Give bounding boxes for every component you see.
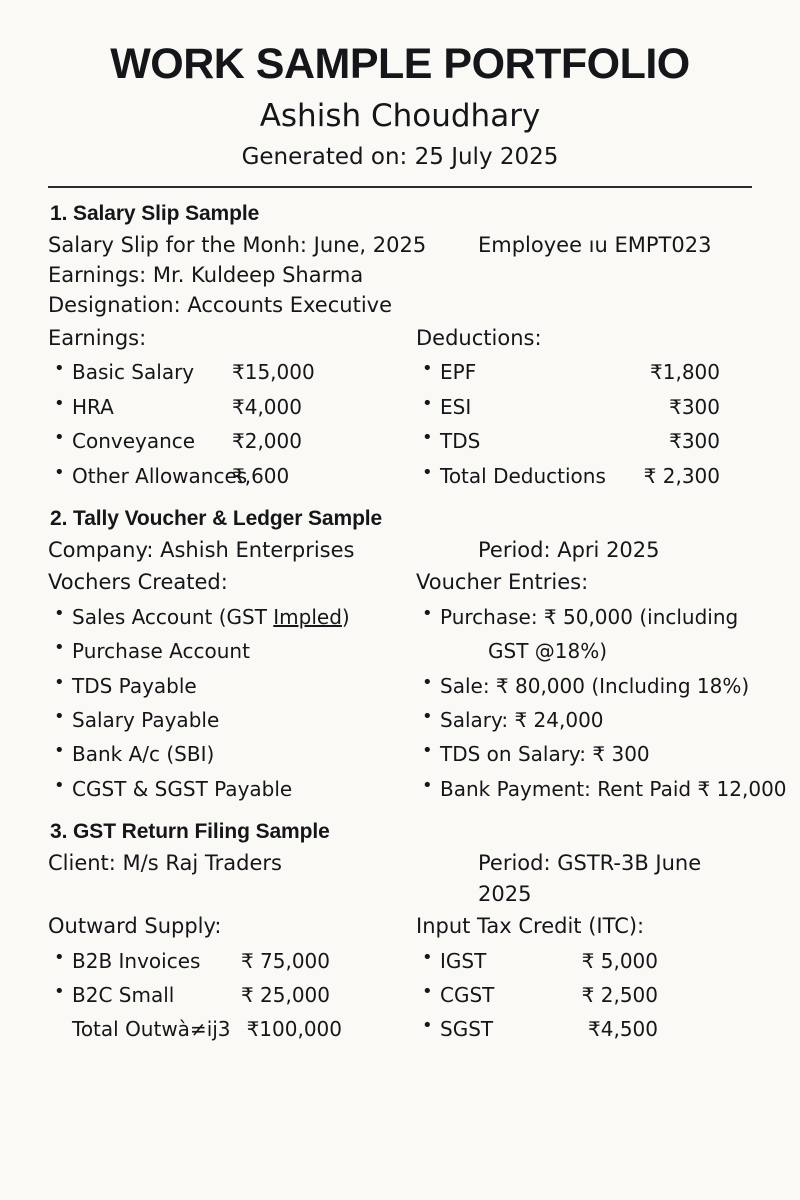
employee-id: Employee ıu EMPT023 bbox=[478, 232, 712, 257]
list-item: • Sales Account (GST Impled) bbox=[48, 600, 400, 634]
author-name: Ashish Choudhary bbox=[259, 98, 541, 135]
vouchers-column bbox=[44, 567, 400, 806]
list-item: • Basic Salary ₹15,000 bbox=[48, 355, 400, 389]
section-salary-slip bbox=[44, 202, 756, 493]
tally-meta bbox=[48, 535, 756, 565]
employee-designation: Designation: Accounts Executive bbox=[48, 293, 392, 318]
list-item: • Purchase: ₹ 50,000 (including GST @18%) bbox=[416, 600, 787, 669]
outward-supply-column bbox=[44, 911, 400, 1047]
vouchers-list bbox=[48, 600, 400, 806]
section-1-title: 1. Salary Slip Sample bbox=[50, 201, 260, 225]
section-tally-voucher bbox=[44, 506, 787, 806]
gst-meta bbox=[48, 848, 756, 909]
itc-column bbox=[400, 911, 756, 1047]
section-3-title: 3. GST Return Filing Sample bbox=[50, 820, 330, 844]
deductions-list bbox=[416, 355, 756, 493]
deductions-column bbox=[400, 323, 756, 493]
header-divider bbox=[48, 186, 752, 188]
gst-period: Period: GSTR-3B June 2025 bbox=[478, 851, 702, 906]
list-item: • IGST ₹ 5,000 bbox=[416, 944, 756, 978]
vouchers-heading: Vochers Created: bbox=[48, 570, 228, 595]
gst-client: Client: M/s Raj Traders bbox=[48, 851, 282, 876]
voucher-entries-heading: Voucher Entries: bbox=[416, 570, 589, 595]
list-item: • TDS on Salary: ₹ 300 bbox=[416, 737, 787, 771]
employee-name: Earnings: Mr. Kuldeep Sharma bbox=[48, 262, 364, 287]
list-item: • CGST & SGST Payable bbox=[48, 772, 400, 806]
outward-total: Total Outwà≠ĳ3 ₹100,000 bbox=[72, 1017, 342, 1042]
list-item: • Bank A/c (SBI) bbox=[48, 737, 400, 771]
list-item: • Bank Payment: Rent Paid ₹ 12,000 bbox=[416, 772, 787, 806]
list-item: • TDS ₹300 bbox=[416, 424, 756, 458]
outward-supply-heading: Outward Supply: bbox=[48, 914, 222, 939]
section-2-title: 2. Tally Voucher & Ledger Sample bbox=[50, 506, 383, 530]
salary-columns bbox=[44, 323, 756, 493]
list-item: • ESI ₹300 bbox=[416, 390, 756, 424]
list-item: • B2C Small ₹ 25,000 bbox=[48, 978, 400, 1012]
tally-columns bbox=[44, 567, 787, 806]
generated-date: Generated on: 25 July 2025 bbox=[241, 144, 559, 171]
earnings-heading: Earnings: bbox=[48, 325, 147, 350]
itc-list bbox=[416, 944, 756, 1047]
itc-heading: Input Tax Credit (ITC): bbox=[416, 914, 645, 939]
earnings-list bbox=[48, 355, 400, 493]
list-item: • SGST ₹4,500 bbox=[416, 1012, 756, 1046]
list-item: • Total Deductions ₹ 2,300 bbox=[416, 459, 756, 493]
deductions-heading: Deductions: bbox=[416, 325, 542, 350]
list-item: • B2B Invoices ₹ 75,000 bbox=[48, 944, 400, 978]
list-item: • HRA ₹4,000 bbox=[48, 390, 400, 424]
list-item: • Salary: ₹ 24,000 bbox=[416, 703, 787, 737]
list-item: • Salary Payable bbox=[48, 703, 400, 737]
section-gst-return bbox=[44, 820, 756, 1047]
voucher-entries-list bbox=[416, 600, 787, 806]
voucher-entries-column bbox=[400, 567, 787, 806]
list-item: • TDS Payable bbox=[48, 669, 400, 703]
list-item: • Purchase Account bbox=[48, 634, 400, 668]
list-item: • Conveyance ₹2,000 bbox=[48, 424, 400, 458]
salary-slip-meta bbox=[48, 230, 756, 260]
list-item: • Other Allowances₹,600 bbox=[48, 459, 400, 493]
gst-columns bbox=[44, 911, 756, 1047]
list-item: • CGST ₹ 2,500 bbox=[416, 978, 756, 1012]
salary-slip-month: Salary Slip for the Monh: June, 2025 bbox=[48, 232, 427, 257]
list-item: • EPF ₹1,800 bbox=[416, 355, 756, 389]
earnings-column bbox=[44, 323, 400, 493]
list-item: • Sale: ₹ 80,000 (Including 18%) bbox=[416, 669, 787, 703]
tally-period: Period: Apri 2025 bbox=[478, 537, 660, 562]
outward-supply-list bbox=[48, 944, 400, 1013]
company-name: Company: Ashish Enterprises bbox=[48, 537, 355, 562]
page-title: WORK SAMPLE PORTFOLIO bbox=[110, 40, 690, 88]
